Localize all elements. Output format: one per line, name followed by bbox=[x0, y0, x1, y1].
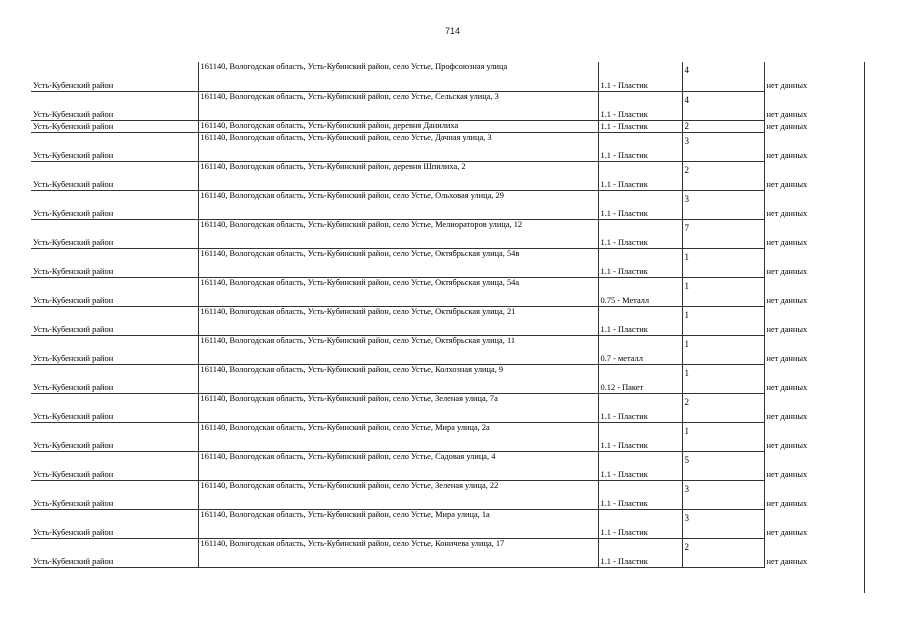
table-row bbox=[31, 132, 864, 161]
container-type-cell: 1.1 - Пластик bbox=[598, 190, 682, 219]
container-type-cell: 1.1 - Пластик bbox=[598, 248, 682, 277]
container-type-cell: 0.75 - Металл bbox=[598, 277, 682, 306]
note-cell: нет данных bbox=[766, 296, 808, 305]
container-count-cell: 2 bbox=[682, 161, 764, 190]
container-count-cell: 3 bbox=[682, 480, 764, 509]
address-cell: 161140, Вологодская область, Усть-Кубинский район, село Устье, Мира улица, 2а bbox=[198, 422, 598, 451]
container-count-cell: 2 bbox=[682, 120, 764, 132]
district-cell: Усть-Кубенский район bbox=[31, 91, 198, 120]
district-cell: Усть-Кубенский район bbox=[31, 538, 198, 567]
address-cell: 161140, Вологодская область, Усть-Кубинский район, село Устье, Ольховая улица, 29 bbox=[198, 190, 598, 219]
table-row bbox=[31, 422, 864, 451]
container-count-cell: 3 bbox=[682, 190, 764, 219]
note-cell: нет данных bbox=[766, 499, 808, 508]
container-type-cell: 1.1 - Пластик bbox=[598, 538, 682, 567]
table-row bbox=[31, 538, 864, 567]
district-cell: Усть-Кубенский район bbox=[31, 219, 198, 248]
page-right-rule bbox=[864, 62, 865, 593]
note-cell: нет данных bbox=[766, 110, 808, 119]
address-cell: 161140, Вологодская область, Усть-Кубинский район, село Устье, Коничева улица, 17 bbox=[198, 538, 598, 567]
container-type-cell: 1.1 - Пластик bbox=[598, 161, 682, 190]
address-cell: 161140, Вологодская область, Усть-Кубинский район, село Устье, Октябрьская улица, 54в bbox=[198, 248, 598, 277]
container-count-cell: 2 bbox=[682, 538, 764, 567]
container-type-cell: 1.1 - Пластик bbox=[598, 393, 682, 422]
table-row bbox=[31, 219, 864, 248]
address-cell: 161140, Вологодская область, Усть-Кубинский район, село Устье, Мира улица, 1а bbox=[198, 509, 598, 538]
address-cell: 161140, Вологодская область, Усть-Кубинский район, село Устье, Зеленая улица, 22 bbox=[198, 480, 598, 509]
table-row bbox=[31, 277, 864, 306]
container-count-cell: 1 bbox=[682, 422, 764, 451]
district-cell: Усть-Кубенский район bbox=[31, 248, 198, 277]
address-cell: 161140, Вологодская область, Усть-Кубинский район, село Устье, Профсоюзная улица bbox=[198, 62, 598, 91]
page-number: 714 bbox=[444, 26, 461, 36]
container-count-cell: 7 bbox=[682, 219, 764, 248]
container-count-cell: 3 bbox=[682, 132, 764, 161]
note-cell: нет данных bbox=[766, 412, 808, 421]
district-cell: Усть-Кубенский район bbox=[31, 190, 198, 219]
note-cell: нет данных bbox=[766, 151, 808, 160]
table-row bbox=[31, 91, 864, 120]
address-cell: 161140, Вологодская область, Усть-Кубинский район, село Устье, Садовая улица, 4 bbox=[198, 451, 598, 480]
container-count-cell: 2 bbox=[682, 393, 764, 422]
district-cell: Усть-Кубенский район bbox=[31, 277, 198, 306]
table-row bbox=[31, 248, 864, 277]
note-cell: нет данных bbox=[766, 122, 808, 131]
container-type-cell: 1.1 - Пластик bbox=[598, 132, 682, 161]
district-cell: Усть-Кубенский район bbox=[31, 62, 198, 91]
container-type-cell: 0.7 - металл bbox=[598, 335, 682, 364]
table-body bbox=[31, 62, 864, 567]
district-cell: Усть-Кубенский район bbox=[31, 393, 198, 422]
table-row bbox=[31, 190, 864, 219]
district-cell: Усть-Кубенский район bbox=[31, 120, 198, 132]
container-type-cell: 0.12 - Пакет bbox=[598, 364, 682, 393]
table-row bbox=[31, 306, 864, 335]
container-count-cell: 4 bbox=[682, 62, 764, 91]
note-cell: нет данных bbox=[766, 238, 808, 247]
note-cell: нет данных bbox=[766, 180, 808, 189]
address-cell: 161140, Вологодская область, Усть-Кубинский район, село Устье, Колхозная улица, 9 bbox=[198, 364, 598, 393]
address-cell: 161140, Вологодская область, Усть-Кубинский район, село Устье, Октябрьская улица, 11 bbox=[198, 335, 598, 364]
container-type-cell: 1.1 - Пластик bbox=[598, 62, 682, 91]
table-row bbox=[31, 161, 864, 190]
container-type-cell: 1.1 - Пластик bbox=[598, 509, 682, 538]
container-type-cell: 1.1 - Пластик bbox=[598, 219, 682, 248]
district-cell: Усть-Кубенский район bbox=[31, 161, 198, 190]
district-cell: Усть-Кубенский район bbox=[31, 132, 198, 161]
container-type-cell: 1.1 - Пластик bbox=[598, 480, 682, 509]
data-table-container bbox=[31, 62, 864, 568]
note-cell: нет данных bbox=[766, 557, 808, 566]
table-row bbox=[31, 480, 864, 509]
district-cell: Усть-Кубенский район bbox=[31, 422, 198, 451]
container-count-cell: 1 bbox=[682, 364, 764, 393]
container-type-cell: 1.1 - Пластик bbox=[598, 120, 682, 132]
district-cell: Усть-Кубенский район bbox=[31, 335, 198, 364]
container-type-cell: 1.1 - Пластик bbox=[598, 91, 682, 120]
container-type-cell: 1.1 - Пластик bbox=[598, 451, 682, 480]
note-cell: нет данных bbox=[766, 441, 808, 450]
note-cell: нет данных bbox=[766, 325, 808, 334]
container-count-cell: 1 bbox=[682, 335, 764, 364]
address-cell: 161140, Вологодская область, Усть-Кубинский район, село Устье, Октябрьская улица, 54а bbox=[198, 277, 598, 306]
container-type-cell: 1.1 - Пластик bbox=[598, 306, 682, 335]
address-cell: 161140, Вологодская область, Усть-Кубинский район, село Устье, Сельская улица, 3 bbox=[198, 91, 598, 120]
address-cell: 161140, Вологодская область, Усть-Кубинский район, деревня Данилиха bbox=[198, 120, 598, 132]
table-row bbox=[31, 120, 864, 132]
table-row bbox=[31, 451, 864, 480]
district-cell: Усть-Кубенский район bbox=[31, 509, 198, 538]
address-cell: 161140, Вологодская область, Усть-Кубинский район, село Устье, Зеленая улица, 7а bbox=[198, 393, 598, 422]
table-row bbox=[31, 335, 864, 364]
table-row bbox=[31, 62, 864, 91]
container-count-cell: 5 bbox=[682, 451, 764, 480]
address-cell: 161140, Вологодская область, Усть-Кубинский район, село Устье, Мелиораторов улица, 12 bbox=[198, 219, 598, 248]
address-cell: 161140, Вологодская область, Усть-Кубинский район, деревня Шпилиха, 2 bbox=[198, 161, 598, 190]
note-cell: нет данных bbox=[766, 81, 808, 90]
address-cell: 161140, Вологодская область, Усть-Кубинский район, село Устье, Октябрьская улица, 21 bbox=[198, 306, 598, 335]
table-row bbox=[31, 393, 864, 422]
container-count-cell: 1 bbox=[682, 248, 764, 277]
table-row bbox=[31, 364, 864, 393]
note-cell: нет данных bbox=[766, 528, 808, 537]
note-cell: нет данных bbox=[766, 267, 808, 276]
container-sites-table bbox=[31, 62, 864, 568]
container-type-cell: 1.1 - Пластик bbox=[598, 422, 682, 451]
note-cell: нет данных bbox=[766, 209, 808, 218]
district-cell: Усть-Кубенский район bbox=[31, 364, 198, 393]
note-cell: нет данных bbox=[766, 470, 808, 479]
table-row bbox=[31, 509, 864, 538]
container-count-cell: 1 bbox=[682, 277, 764, 306]
note-cell: нет данных bbox=[766, 383, 808, 392]
address-cell: 161140, Вологодская область, Усть-Кубинский район, село Устье, Дачная улица, 3 bbox=[198, 132, 598, 161]
district-cell: Усть-Кубенский район bbox=[31, 306, 198, 335]
container-count-cell: 3 bbox=[682, 509, 764, 538]
container-count-cell: 4 bbox=[682, 91, 764, 120]
district-cell: Усть-Кубенский район bbox=[31, 451, 198, 480]
note-cell: нет данных bbox=[766, 354, 808, 363]
container-count-cell: 1 bbox=[682, 306, 764, 335]
district-cell: Усть-Кубенский район bbox=[31, 480, 198, 509]
